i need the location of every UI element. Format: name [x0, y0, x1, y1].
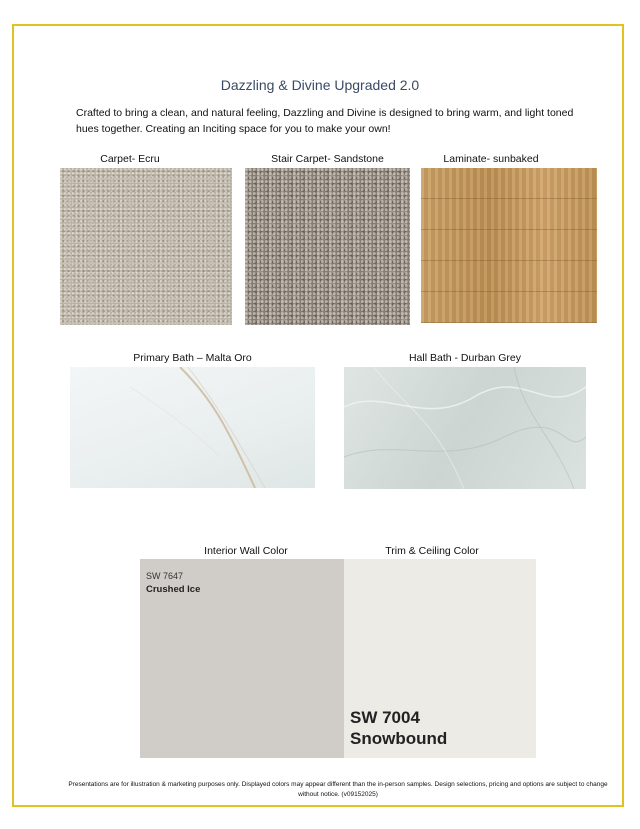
laminate-sunbaked-swatch [421, 168, 597, 323]
interior-wall-color-label: Interior Wall Color [204, 545, 288, 557]
stair-carpet-label: Stair Carpet- Sandstone [271, 153, 384, 165]
primary-bath-label: Primary Bath – Malta Oro [133, 352, 252, 364]
primary-bath-malta-oro-swatch [70, 367, 315, 488]
laminate-label: Laminate- sunbaked [443, 153, 539, 165]
hall-bath-durban-grey-swatch [344, 367, 586, 489]
trim-ceiling-color-label: Trim & Ceiling Color [385, 545, 479, 557]
trim-color-code: SW 7004 [350, 708, 420, 727]
page-title: Dazzling & Divine Upgraded 2.0 [220, 77, 420, 93]
trim-color-name: Snowbound [350, 729, 448, 748]
carpet-label: Carpet- Ecru [100, 153, 160, 165]
marble-veining [70, 367, 315, 488]
interior-color-code: SW 7647 [146, 571, 184, 581]
carpet-ecru-swatch [60, 168, 232, 325]
interior-color-name: Crushed Ice [146, 584, 201, 595]
stair-carpet-sandstone-swatch [245, 168, 410, 325]
intro-paragraph: Crafted to bring a clean, and natural feeling, Dazzling and Divine is designed to bring warm, and light toned hues together. Creating an Inciting space for you to make your own! [76, 107, 574, 135]
disclaimer-footer: Presentations are for illustration & marketing purposes only. Displayed colors may appear different than the in-person samples. Design selections, pricing and options are subject to change without notice. (v09152025) [68, 781, 608, 798]
marble-veining [344, 367, 586, 489]
hall-bath-label: Hall Bath - Durban Grey [408, 352, 522, 364]
